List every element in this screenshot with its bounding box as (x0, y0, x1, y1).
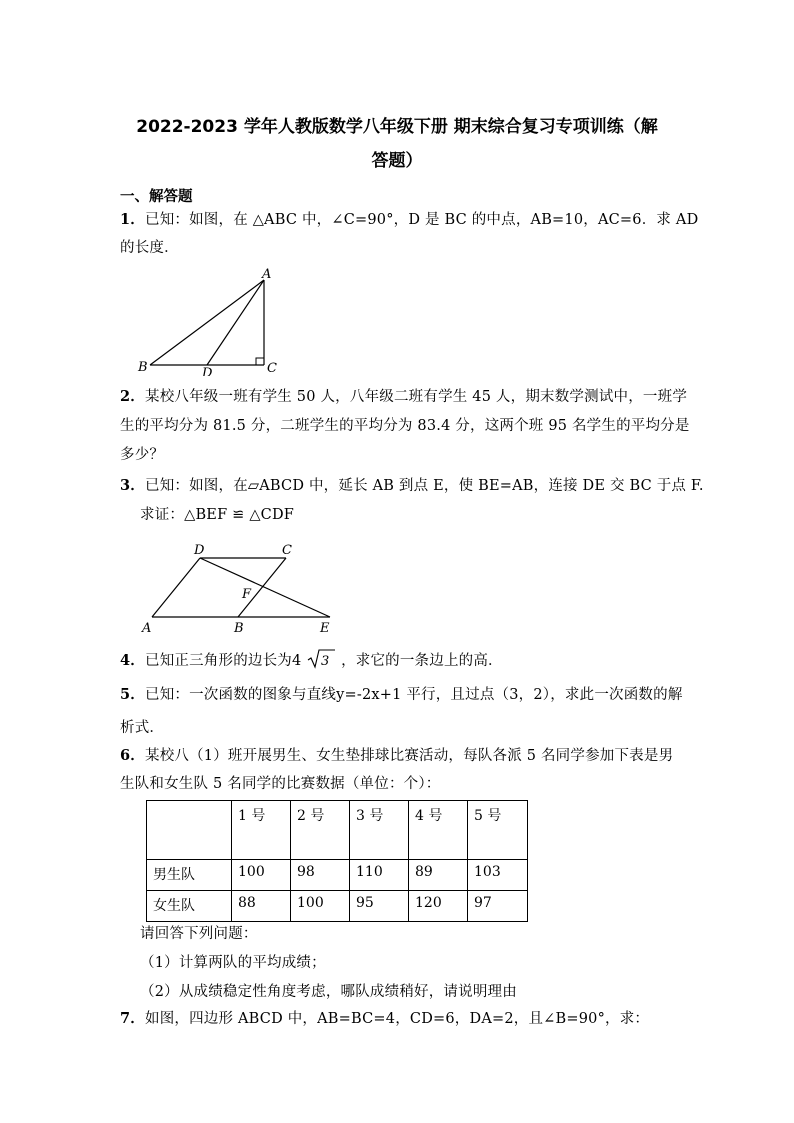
question-3-text: 已知：如图，在▱ABCD 中，延长 AB 到点 E，使 BE=AB，连接 DE 交 BC 于点 F. (145, 478, 704, 494)
question-6-sub2: （2）从成绩稳定性角度考虑，哪队成绩稍好，请说明理由 (140, 984, 517, 1000)
table-cell: 88 (232, 891, 291, 922)
question-1-text: 已知：如图，在 △ABC 中，∠C=90°，D 是 BC 的中点，AB=10，AC=6．求 AD (145, 212, 699, 228)
table-cell: 97 (468, 891, 528, 922)
question-1-number: 1． (120, 211, 145, 228)
label-e: E (320, 621, 330, 636)
document-title-line2: 答题） (371, 151, 423, 171)
question-4-number: 4． (120, 652, 145, 669)
table-header-cell (147, 801, 232, 860)
question-2-line1 (120, 385, 687, 406)
question-3-number: 3． (120, 477, 145, 494)
table-cell: 100 (291, 891, 350, 922)
table-cell: 103 (468, 860, 528, 891)
label-f: F (242, 587, 252, 602)
table-cell: 98 (291, 860, 350, 891)
table-cell: 100 (232, 860, 291, 891)
question-2-line2: 生的平均分为 81.5 分，二班学生的平均分为 83.4 分，这两个班 95 名学生的平均分是 (120, 418, 690, 434)
document-title-line1: 2022-2023 学年人教版数学八年级下册 期末综合复习专项训练（解 (136, 117, 658, 137)
table-header-row (147, 801, 528, 860)
question-6-prompt: 请回答下列问题： (140, 926, 258, 942)
table-cell: 89 (409, 860, 468, 891)
question-6-line1 (120, 744, 673, 765)
label-c: C (267, 361, 277, 376)
table-cell: 女生队 (147, 891, 232, 922)
question-7-line1 (120, 1007, 649, 1028)
question-4-text-after: ，求它的一条边上的高． (341, 653, 503, 669)
parallelogram-abcd-figure (138, 538, 338, 642)
question-7-text: 如图，四边形 ABCD 中，AB=BC=4，CD=6，DA=2，且∠B=90°，求： (145, 1011, 650, 1027)
question-3-line2: 求证：△BEF ≌ △CDF (140, 507, 295, 523)
sqrt-radicand: 3 (321, 654, 330, 669)
question-6-number: 6． (120, 747, 145, 764)
table-cell: 120 (409, 891, 468, 922)
label-c: C (282, 543, 292, 558)
table-cell: 110 (350, 860, 409, 891)
question-2-number: 2． (120, 388, 145, 405)
question-3-line1 (120, 474, 704, 495)
question-5-line1 (120, 683, 683, 704)
table-header-cell: 3 号 (350, 801, 409, 860)
question-1-line1 (120, 208, 698, 229)
question-4-line (120, 648, 503, 670)
label-b: B (234, 621, 244, 636)
question-2-line3: 多少？ (120, 447, 165, 463)
question-4-text-before: 已知正三角形的边长为4 (145, 653, 302, 669)
question-7-number: 7． (120, 1010, 145, 1027)
question-2-text: 某校八年级一班有学生 50 人，八年级二班有学生 45 人，期末数学测试中，一班学 (145, 389, 688, 405)
section-heading: 一、解答题 (120, 189, 193, 205)
question-6-sub1: （1）计算两队的平均成绩； (140, 955, 326, 971)
label-a: A (262, 267, 272, 282)
table-header-cell: 5 号 (468, 801, 528, 860)
table-row (147, 891, 528, 922)
label-a: A (142, 621, 152, 636)
table-cell: 95 (350, 891, 409, 922)
question-5-number: 5． (120, 686, 145, 703)
label-d: D (202, 366, 213, 376)
label-b: B (138, 360, 148, 375)
table-row (147, 860, 528, 891)
question-1-line2: 的长度． (120, 240, 179, 256)
question-5-line2: 析式． (120, 720, 165, 736)
sqrt-expression (306, 648, 336, 670)
question-6-line2: 生队和女生队 5 名同学的比赛数据（单位：个）： (120, 776, 441, 792)
table-header-cell: 2 号 (291, 801, 350, 860)
score-table (146, 800, 528, 922)
table-cell: 男生队 (147, 860, 232, 891)
question-6-text: 某校八（1）班开展男生、女生垫排球比赛活动，每队各派 5 名同学参加下表是男 (145, 748, 674, 764)
label-d: D (194, 543, 205, 558)
table-header-cell: 1 号 (232, 801, 291, 860)
table-header-cell: 4 号 (409, 801, 468, 860)
question-5-text: 已知：一次函数的图象与直线y=-2x+1 平行，且过点（3，2），求此一次函数的解 (145, 687, 683, 703)
triangle-abc-figure (136, 266, 286, 380)
